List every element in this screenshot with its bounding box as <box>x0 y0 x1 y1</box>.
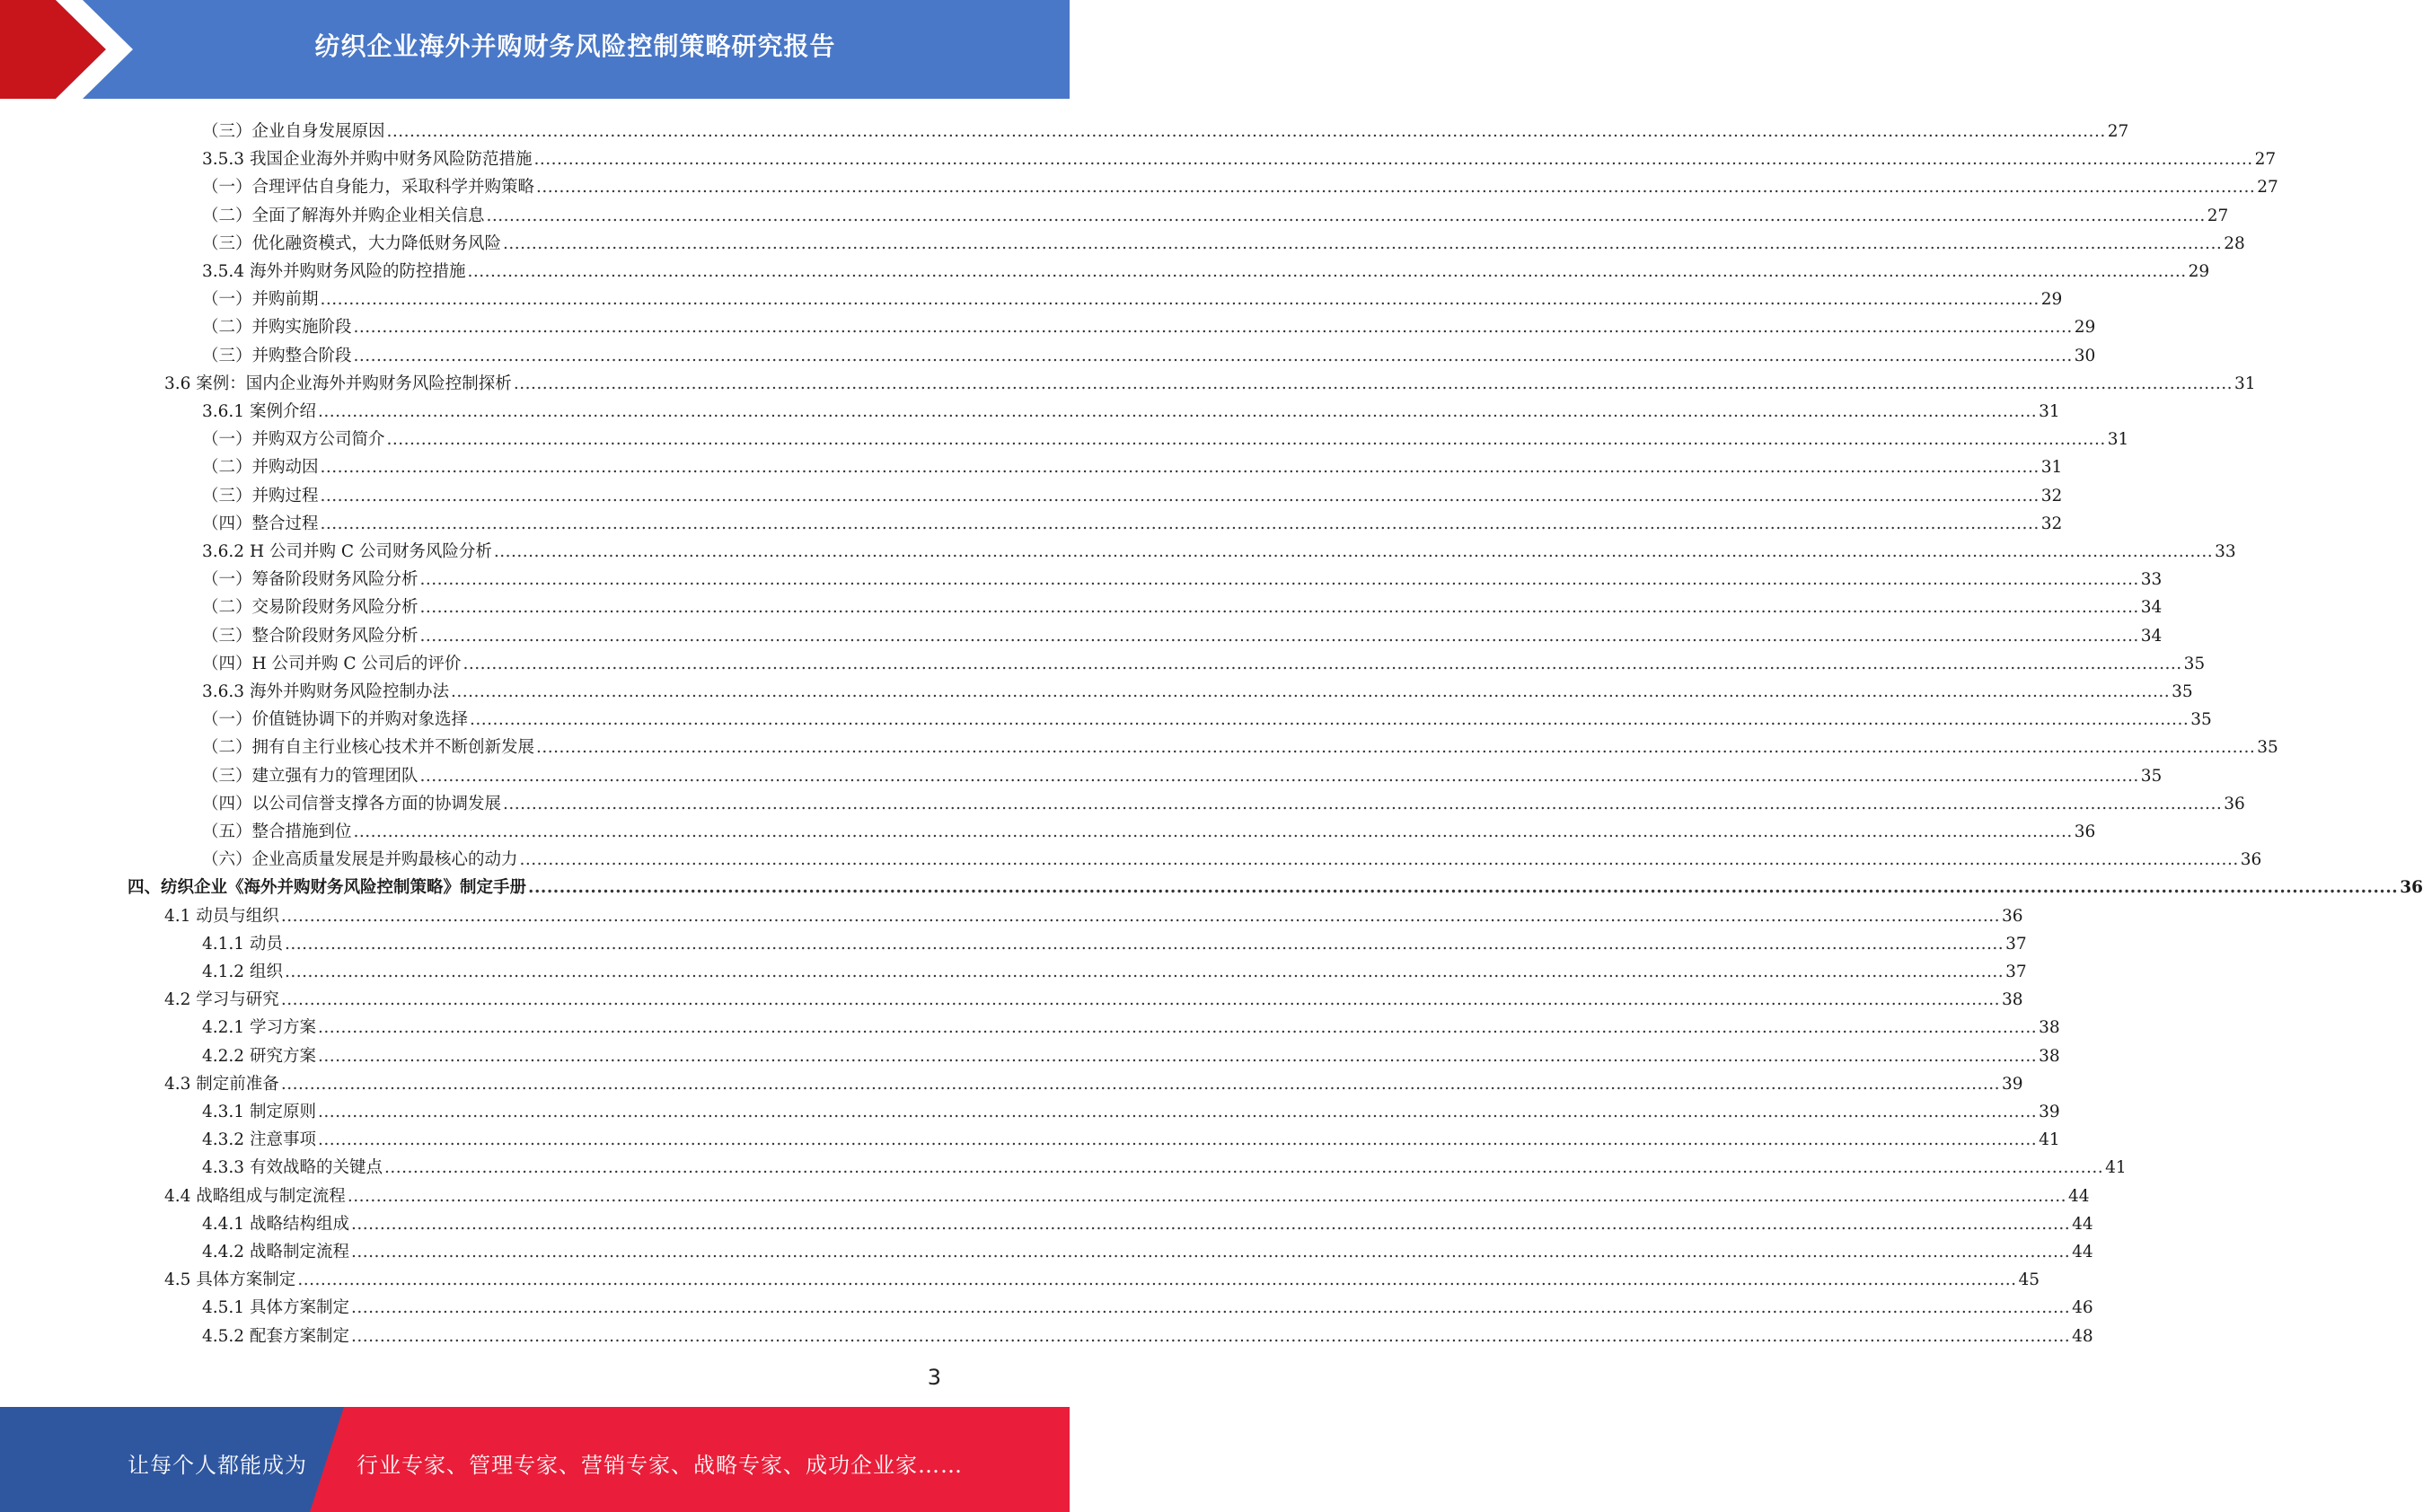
toc-leader-dots: ............................................................................................................................................................................................................................................................................................................ <box>470 710 2190 730</box>
toc-entry-page: 33 <box>2215 542 2236 561</box>
toc-entry[interactable] <box>164 982 2023 1010</box>
toc-entry-label: （三）企业自身发展原因 <box>202 122 385 141</box>
toc-entry[interactable] <box>202 562 2163 590</box>
toc-entry[interactable] <box>202 814 2096 842</box>
toc-leader-dots: ............................................................................................................................................................................................................................................................................................................ <box>383 1158 2104 1178</box>
toc-entry-label: （一）并购双方公司简介 <box>202 430 385 450</box>
toc-entry[interactable] <box>202 198 2229 226</box>
toc-entry[interactable] <box>202 310 2096 338</box>
toc-entry[interactable] <box>202 506 2063 534</box>
toc-entry-page: 33 <box>2140 570 2163 590</box>
toc-entry-page: 34 <box>2140 598 2163 618</box>
toc-leader-dots: ............................................................................................................................................................................................................................................................................................................ <box>533 150 2253 170</box>
toc-entry[interactable] <box>202 646 2206 674</box>
toc-entry-page: 27 <box>2257 178 2278 198</box>
page-number: 3 <box>927 1365 941 1390</box>
toc-entry-label: （二）全面了解海外并购企业相关信息 <box>202 206 485 225</box>
toc-entry-label: （一）合理评估自身能力，采取科学并购策略 <box>202 178 535 198</box>
toc-entry-page: 38 <box>2039 1018 2060 1038</box>
toc-entry-page: 44 <box>2068 1186 2090 1206</box>
toc-leader-dots: ............................................................................................................................................................................................................................................................................................................ <box>486 206 2206 225</box>
toc-entry-page: 31 <box>2039 402 2060 421</box>
toc-leader-dots: ............................................................................................................................................................................................................................................................................................................ <box>280 906 2000 926</box>
toc-entry[interactable] <box>202 1207 2093 1235</box>
toc-entry-page: 36 <box>2400 878 2423 898</box>
toc-entry-label: （二）并购实施阶段 <box>202 318 352 338</box>
toc-entry[interactable] <box>202 1150 2127 1178</box>
toc-entry[interactable] <box>202 1010 2060 1038</box>
toc-entry-label: （三）并购过程 <box>202 486 319 505</box>
toc-entry[interactable] <box>202 674 2193 702</box>
toc-leader-dots: ............................................................................................................................................................................................................................................................................................................ <box>536 178 2256 198</box>
toc-entry-page: 32 <box>2040 514 2063 533</box>
toc-entry[interactable] <box>202 479 2063 506</box>
toc-entry-label: 4.5.2 配套方案制定 <box>202 1326 349 1346</box>
toc-entry-label: （一）并购前期 <box>202 290 319 310</box>
toc-leader-dots: ............................................................................................................................................................................................................................................................................................................ <box>284 963 2004 981</box>
toc-entry-label: （三）优化融资模式，大力降低财务风险 <box>202 233 502 253</box>
toc-entry-page: 29 <box>2040 290 2063 310</box>
toc-leader-dots: ............................................................................................................................................................................................................................................................................................................ <box>463 654 2182 673</box>
toc-leader-dots: ............................................................................................................................................................................................................................................................................................................ <box>280 990 2000 1010</box>
toc-entry-page: 39 <box>2039 1103 2060 1121</box>
toc-leader-dots: ............................................................................................................................................................................................................................................................................................................ <box>350 1298 2071 1318</box>
toc-entry-page: 46 <box>2072 1298 2093 1318</box>
toc-entry-label: 3.6.1 案例介绍 <box>202 402 316 421</box>
toc-entry-page: 30 <box>2074 346 2096 365</box>
toc-leader-dots: ............................................................................................................................................................................................................................................................................................................ <box>528 878 2399 898</box>
toc-entry-label: 4.4.1 战略结构组成 <box>202 1214 349 1234</box>
toc-entry-label: 3.6.3 海外并购财务风险控制办法 <box>202 682 449 701</box>
toc-leader-dots: ............................................................................................................................................................................................................................................................................................................ <box>386 122 2106 141</box>
toc-entry-page: 29 <box>2188 262 2210 281</box>
toc-entry-page: 36 <box>2240 850 2262 870</box>
toc-entry-page: 35 <box>2183 654 2206 673</box>
toc-entry[interactable] <box>202 1094 2060 1122</box>
toc-leader-dots: ............................................................................................................................................................................................................................................................................................................ <box>320 290 2040 310</box>
toc-entry-page: 36 <box>2074 822 2096 841</box>
toc-entry-label: 4.1 动员与组织 <box>164 906 279 926</box>
toc-leader-dots: ............................................................................................................................................................................................................................................................................................................ <box>350 1326 2071 1346</box>
toc-leader-dots: ............................................................................................................................................................................................................................................................................................................ <box>536 738 2256 758</box>
toc-entry-label: （二）交易阶段财务风险分析 <box>202 598 419 618</box>
toc-entry[interactable] <box>202 282 2063 310</box>
toc-leader-dots: ............................................................................................................................................................................................................................................................................................................ <box>320 514 2040 533</box>
toc-entry-label: （三）整合阶段财务风险分析 <box>202 626 419 646</box>
toc-leader-dots: ............................................................................................................................................................................................................................................................................................................ <box>493 542 2214 561</box>
toc-entry-page: 35 <box>2172 682 2193 701</box>
toc-entry-page: 45 <box>2018 1270 2040 1290</box>
toc-entry-label: 4.3.3 有效战略的关键点 <box>202 1158 383 1178</box>
toc-entry[interactable] <box>164 366 2256 394</box>
toc-leader-dots: ............................................................................................................................................................................................................................................................................................................ <box>503 233 2223 253</box>
page-header <box>0 0 1070 99</box>
toc-entry[interactable] <box>202 1039 2060 1067</box>
toc-leader-dots: ............................................................................................................................................................................................................................................................................................................ <box>419 598 2139 618</box>
toc-leader-dots: ............................................................................................................................................................................................................................................................................................................ <box>503 794 2223 813</box>
toc-entry-page: 35 <box>2190 710 2212 730</box>
toc-entry-label: （四）整合过程 <box>202 514 319 533</box>
toc-entry[interactable] <box>202 1319 2093 1347</box>
toc-entry-label: 3.6.2 H 公司并购 C 公司财务风险分析 <box>202 542 492 561</box>
toc-leader-dots: ............................................................................................................................................................................................................................................................................................................ <box>317 1103 2038 1121</box>
toc-entry[interactable] <box>202 534 2236 562</box>
toc-leader-dots: ............................................................................................................................................................................................................................................................................................................ <box>350 1243 2071 1261</box>
toc-leader-dots: ............................................................................................................................................................................................................................................................................................................ <box>450 682 2171 701</box>
toc-leader-dots: ............................................................................................................................................................................................................................................................................................................ <box>297 1270 2017 1290</box>
toc-entry[interactable] <box>202 1122 2060 1150</box>
toc-entry[interactable] <box>202 170 2278 198</box>
toc-entry-label: （三）并购整合阶段 <box>202 346 352 365</box>
toc-entry-label: 3.6 案例：国内企业海外并购财务风险控制探析 <box>164 374 512 393</box>
toc-entry-label: 4.1.1 动员 <box>202 934 283 954</box>
toc-entry[interactable] <box>202 1235 2093 1262</box>
toc-leader-dots: ............................................................................................................................................................................................................................................................................................................ <box>317 1018 2038 1038</box>
toc-entry-label: 4.3 制定前准备 <box>164 1074 279 1094</box>
toc-entry[interactable] <box>202 787 2245 814</box>
toc-leader-dots: ............................................................................................................................................................................................................................................................................................................ <box>467 262 2187 281</box>
toc-entry-page: 38 <box>2002 990 2023 1010</box>
toc-leader-dots: ............................................................................................................................................................................................................................................................................................................ <box>353 822 2073 841</box>
toc-entry-label: （四）以公司信誉支撑各方面的协调发展 <box>202 794 502 813</box>
toc-entry[interactable] <box>202 450 2063 478</box>
toc-entry[interactable] <box>202 142 2277 170</box>
toc-entry-page: 41 <box>2039 1130 2060 1150</box>
toc-entry[interactable] <box>164 1179 2090 1207</box>
toc-entry-page: 44 <box>2072 1214 2093 1234</box>
toc-entry-label: 4.3.2 注意事项 <box>202 1130 316 1150</box>
toc-entry-page: 48 <box>2072 1326 2093 1346</box>
toc-leader-dots: ............................................................................................................................................................................................................................................................................................................ <box>419 766 2139 786</box>
toc-entry-label: （五）整合措施到位 <box>202 822 352 841</box>
toc-entry-page: 37 <box>2005 963 2027 981</box>
toc-leader-dots: ............................................................................................................................................................................................................................................................................................................ <box>280 1074 2000 1094</box>
toc-entry-page: 35 <box>2257 738 2278 758</box>
toc-leader-dots: ............................................................................................................................................................................................................................................................................................................ <box>513 374 2233 393</box>
toc-entry[interactable] <box>202 927 2027 954</box>
toc-entry-page: 31 <box>2234 374 2256 393</box>
toc-leader-dots: ............................................................................................................................................................................................................................................................................................................ <box>320 486 2040 505</box>
toc-leader-dots: ............................................................................................................................................................................................................................................................................................................ <box>519 850 2239 870</box>
toc-entry-page: 27 <box>2207 206 2229 225</box>
document-title: 纺织企业海外并购财务风险控制策略研究报告 <box>314 31 836 61</box>
toc-entry-label: （一）价值链协调下的并购对象选择 <box>202 710 469 730</box>
toc-entry[interactable] <box>164 1067 2023 1094</box>
toc-entry-page: 31 <box>2107 430 2129 450</box>
footer-slogan-left: 让每个人都能成为 <box>128 1453 307 1478</box>
toc-entry-page: 35 <box>2140 766 2163 786</box>
toc-entry-page: 29 <box>2074 318 2096 338</box>
toc-entry-label: 3.5.3 我国企业海外并购中财务风险防范措施 <box>202 150 533 170</box>
toc-leader-dots: ............................................................................................................................................................................................................................................................................................................ <box>353 318 2073 338</box>
toc-entry-page: 44 <box>2072 1243 2093 1261</box>
toc-entry-label: 4.4 战略组成与制定流程 <box>164 1186 346 1206</box>
toc-entry[interactable] <box>164 899 2023 927</box>
toc-entry[interactable] <box>202 954 2027 982</box>
toc-entry-page: 27 <box>2254 150 2277 170</box>
toc-entry-page: 36 <box>2224 794 2245 813</box>
toc-leader-dots: ............................................................................................................................................................................................................................................................................................................ <box>317 1130 2038 1150</box>
toc-leader-dots: ............................................................................................................................................................................................................................................................................................................ <box>386 430 2106 450</box>
toc-entry-label: （四）H 公司并购 C 公司后的评价 <box>202 654 462 673</box>
toc-leader-dots: ............................................................................................................................................................................................................................................................................................................ <box>317 402 2038 421</box>
toc-entry-page: 27 <box>2107 122 2129 141</box>
toc-entry-label: 四、纺织企业《海外并购财务风险控制策略》制定手册 <box>128 878 527 898</box>
toc-entry-label: 4.5.1 具体方案制定 <box>202 1298 349 1318</box>
toc-entry-page: 32 <box>2040 486 2063 505</box>
header-chevron-decoration <box>0 0 144 99</box>
toc-entry-page: 36 <box>2002 906 2023 926</box>
toc-entry-page: 37 <box>2005 934 2027 954</box>
toc-entry-page: 41 <box>2105 1158 2127 1178</box>
toc-entry-page: 38 <box>2039 1046 2060 1066</box>
toc-leader-dots: ............................................................................................................................................................................................................................................................................................................ <box>353 346 2073 365</box>
toc-entry[interactable] <box>202 1290 2093 1318</box>
toc-entry[interactable] <box>202 702 2212 730</box>
toc-entry-page: 34 <box>2140 626 2163 646</box>
toc-entry-label: （二）并购动因 <box>202 458 319 478</box>
toc-entry[interactable] <box>202 254 2210 282</box>
toc-leader-dots: ............................................................................................................................................................................................................................................................................................................ <box>419 626 2139 646</box>
toc-entry[interactable] <box>202 842 2262 870</box>
toc-entry-label: 3.5.4 海外并购财务风险的防控措施 <box>202 262 466 281</box>
toc-entry[interactable] <box>164 1262 2040 1290</box>
toc-entry[interactable] <box>202 114 2129 142</box>
toc-entry[interactable] <box>202 226 2245 254</box>
toc-entry[interactable] <box>202 619 2163 646</box>
toc-entry[interactable] <box>202 422 2129 450</box>
toc-entry-label: 4.2 学习与研究 <box>164 990 279 1010</box>
toc-entry-label: 4.2.1 学习方案 <box>202 1018 316 1038</box>
toc-entry[interactable] <box>202 338 2096 366</box>
toc-leader-dots: ............................................................................................................................................................................................................................................................................................................ <box>347 1186 2066 1206</box>
toc-entry-label: （六）企业高质量发展是并购最核心的动力 <box>202 850 518 870</box>
toc-entry-page: 31 <box>2040 458 2063 478</box>
page-footer <box>0 1407 1070 1512</box>
toc-leader-dots: ............................................................................................................................................................................................................................................................................................................ <box>320 458 2040 478</box>
toc-entry[interactable] <box>202 590 2163 618</box>
toc-entry-label: （三）建立强有力的管理团队 <box>202 766 419 786</box>
toc-leader-dots: ............................................................................................................................................................................................................................................................................................................ <box>317 1046 2038 1066</box>
toc-entry-label: 4.3.1 制定原则 <box>202 1103 316 1121</box>
toc-leader-dots: ............................................................................................................................................................................................................................................................................................................ <box>419 570 2139 590</box>
toc-leader-dots: ............................................................................................................................................................................................................................................................................................................ <box>350 1214 2071 1234</box>
toc-entry-label: 4.1.2 组织 <box>202 963 283 981</box>
toc-entry-label: 4.5 具体方案制定 <box>164 1270 296 1290</box>
toc-entry-label: （二）拥有自主行业核心技术并不断创新发展 <box>202 738 535 758</box>
footer-slogan-right: 行业专家、管理专家、营销专家、战略专家、成功企业家…… <box>357 1453 963 1478</box>
toc-entry[interactable] <box>202 730 2278 758</box>
toc-entry-label: 4.4.2 战略制定流程 <box>202 1243 349 1261</box>
toc-entry-page: 39 <box>2002 1074 2023 1094</box>
toc-entry[interactable] <box>128 870 2423 898</box>
toc-entry-label: 4.2.2 研究方案 <box>202 1046 316 1066</box>
toc-entry-label: （一）筹备阶段财务风险分析 <box>202 570 419 590</box>
toc-entry-page: 28 <box>2224 233 2245 253</box>
toc-entry[interactable] <box>202 759 2163 787</box>
toc-entry[interactable] <box>202 394 2060 422</box>
toc-leader-dots: ............................................................................................................................................................................................................................................................................................................ <box>284 934 2004 954</box>
